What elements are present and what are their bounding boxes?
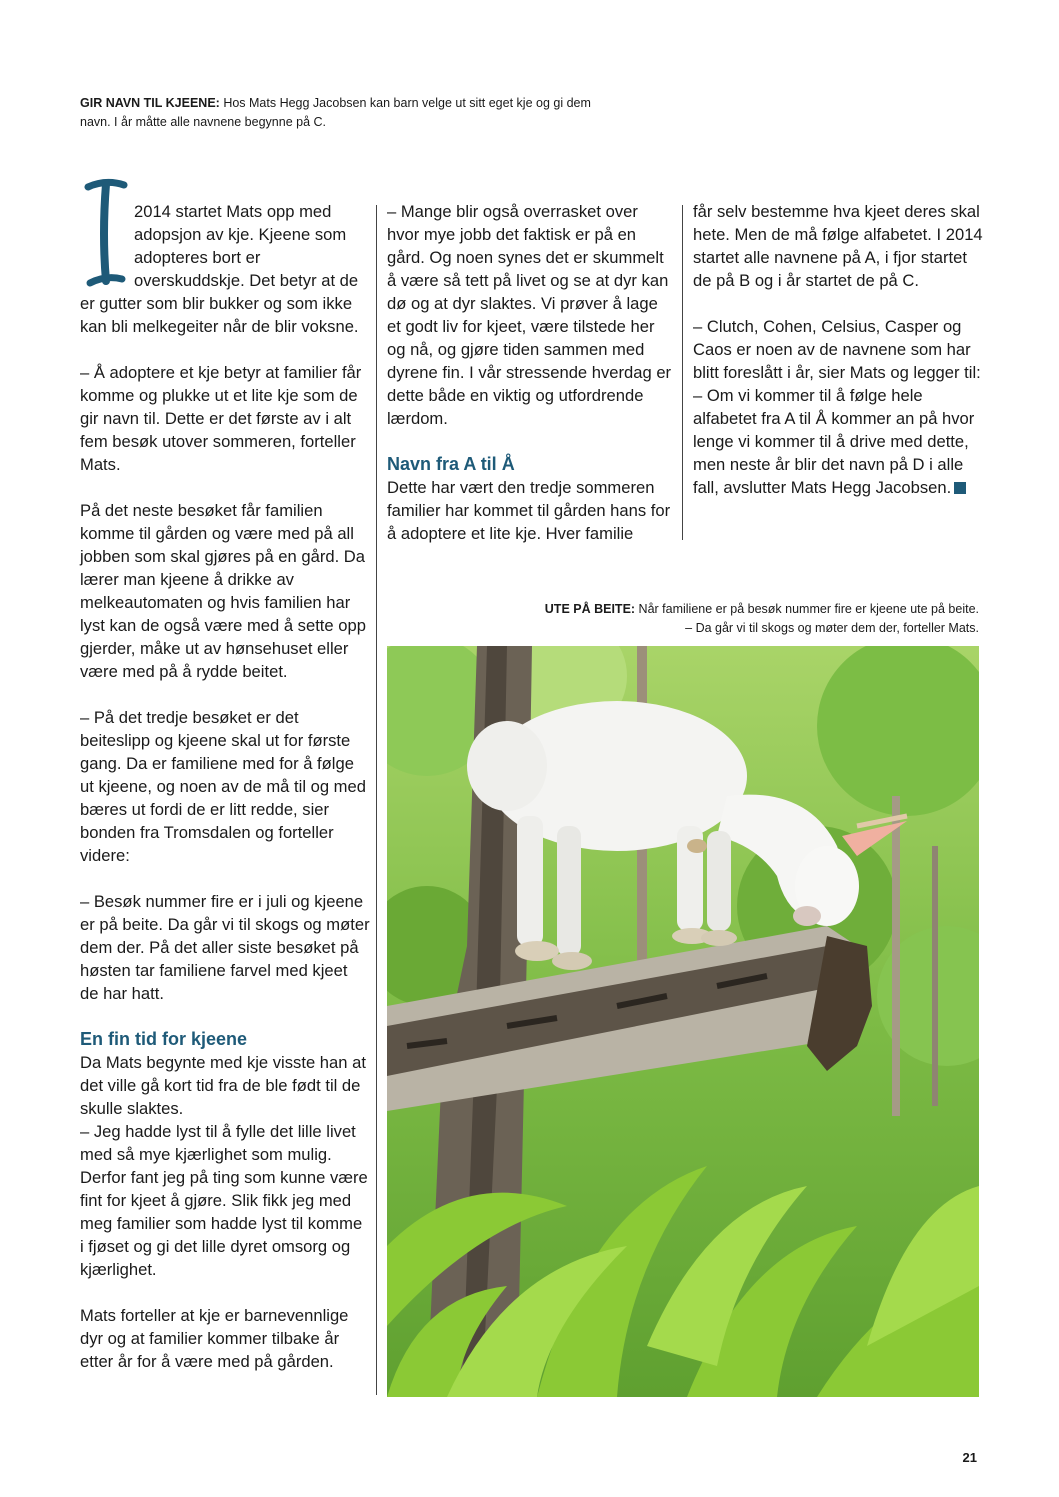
article-intro-paragraph: 2014 startet Mats opp med adopsjon av kje. Kjeene som adopteres bort er overskuddskje. Det betyr at de er gutter som blir bukker og som ikke kan bli melkegeiter når de blir voksne. (80, 202, 359, 336)
page-number: 21 (962, 1450, 977, 1465)
article-column-3 (693, 200, 983, 499)
paragraph: – Jeg hadde lyst til å fylle det lille livet med så mye kjærlighet som mulig. Derfor fant jeg på ting som kunne være fint for kjeet å gjøre. Slik fikk jeg med meg familier som hadde lyst til komme i fjøset og gi det lille dyret omsorg og kjærlighet. (80, 1122, 368, 1279)
column-rule-1 (376, 205, 377, 1395)
subheading-navn-fra-a-til-a: Navn fra A til Å (387, 454, 515, 474)
paragraph: Dette har vært den tredje sommeren familier har kommet til gården hans for å adoptere et lite kje. Hver familie (387, 478, 671, 543)
paragraph: – På det tredje besøket er det beiteslipp og kjeene skal ut for første gang. Da er familiene med for å følge ut kjeene, og noen av de må til og med bæres ut fordi de er litt redde, sier bonden fra Tromsdalen og forteller videre: (80, 708, 366, 865)
paragraph: får selv bestemme hva kjeet deres skal hete. Men de må følge alfabetet. I 2014 startet alle navnene på A, i fjor startet de på B og i år startet de på C. (693, 202, 983, 290)
closing-paragraph: – Om vi kommer til å følge hele alfabetet fra A til Å kommer an på hvor lenge vi kommer til å drive med dette, men neste år blir det navn på D i alle fall, avslutter Mats Hegg Jacobsen. (693, 386, 975, 497)
photo-caption-line1: Når familiene er på besøk nummer fire er kjeene ute på beite. (635, 602, 979, 616)
paragraph: – Besøk nummer fire er i juli og kjeene er på beite. Da går vi til skogs og møter dem der. På det aller siste besøket på høsten tar familiene farvel med kjeet de har hatt. (80, 892, 370, 1003)
paragraph: – Clutch, Cohen, Celsius, Casper og Caos er noen av de navnene som har blitt foreslått i år, sier Mats og legger til: (693, 317, 981, 382)
end-mark-icon (954, 482, 966, 494)
subheading-fin-tid: En fin tid for kjeene (80, 1029, 248, 1049)
photo-caption-label: UTE PÅ BEITE: (544, 602, 636, 616)
article-column-1 (80, 200, 370, 1396)
paragraph: Da Mats begynte med kje visste han at det ville gå kort tid fra de ble født til de skulle slaktes. (80, 1053, 366, 1118)
paragraph: Mats forteller at kje er barnevennlige dyr og at familier kommer tilbake år etter år for å være med på gården. (80, 1306, 349, 1371)
goat-on-branch-photo (387, 646, 979, 1397)
top-caption-text: Hos Mats Hegg Jacobsen kan barn velge ut sitt eget kje og gi dem navn. I år måtte alle navnene begynne på C. (80, 96, 591, 129)
paragraph: På det neste besøket får familien komme til gården og være med på all jobben som skal gjøres på en gård. Da lærer man kjeene å drikke av melkeautomaten og hvis familien har lyst kan de også være med å sette opp gjerder, måke ut av hønsehuset eller være med på å rydde beitet. (80, 501, 366, 681)
article-column-2 (387, 200, 672, 568)
paragraph: – Mange blir også overrasket over hvor mye jobb det faktisk er på en gård. Og noen synes det er skummelt å være så tett på livet og se at dyr kan dø og at dyr slaktes. Vi prøver å lage et godt liv for kjeet, være tilstede her og nå, og gjøre tiden sammen med dyrene fin. I vår stressende hverdag er dette både en viktig og utfordrende lærdom. (387, 202, 672, 428)
top-caption-label: GIR NAVN TIL KJEENE: (80, 96, 220, 110)
photo-caption-line2: – Da går vi til skogs og møter dem der, forteller Mats. (685, 621, 979, 635)
drop-cap (80, 175, 132, 290)
photo-caption (459, 600, 979, 638)
top-photo-caption (80, 94, 600, 132)
column-rule-2 (682, 205, 683, 540)
paragraph: – Å adoptere et kje betyr at familier får komme og plukke ut et lite kje som de gir navn til. Dette er det første av i alt fem besøk utover sommeren, forteller Mats. (80, 363, 362, 474)
